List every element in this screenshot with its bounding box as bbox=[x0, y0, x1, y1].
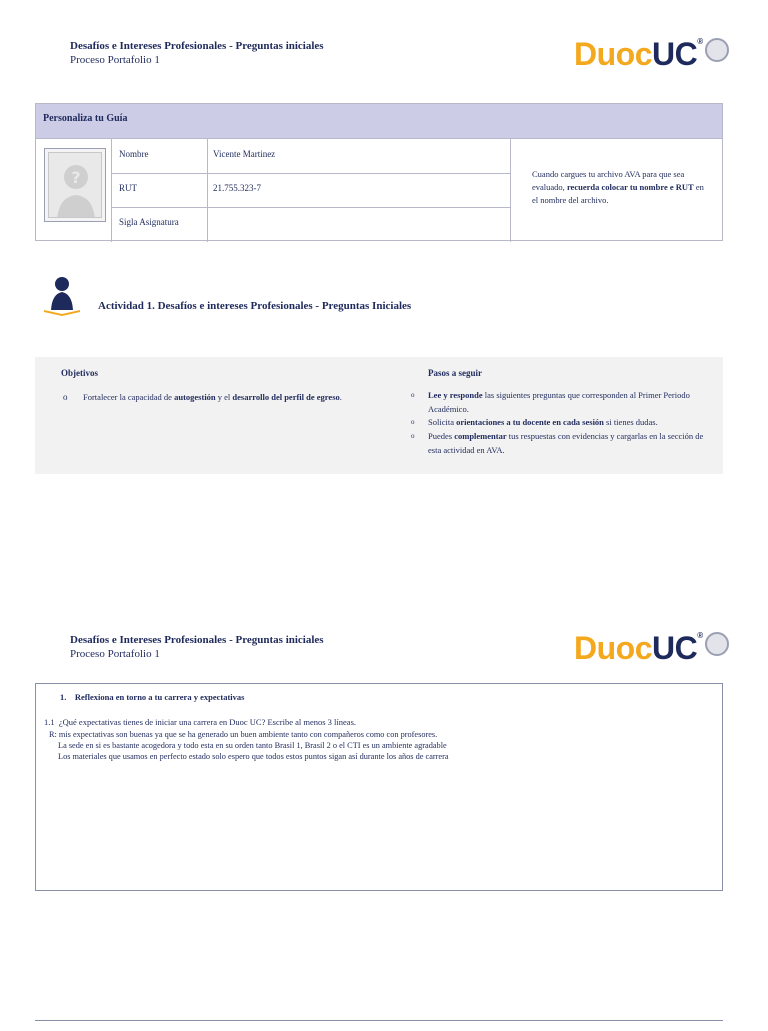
label-rut: RUT bbox=[119, 183, 137, 193]
doc-title-2: Desafíos e Intereses Profesionales - Preguntas iniciales bbox=[70, 634, 324, 646]
upload-note: Cuando cargues tu archivo AVA para que sea evaluado, recuerda colocar tu nombre e RUT en el nombre del archivo. bbox=[532, 169, 704, 205]
value-rut[interactable]: 21.755.323-7 bbox=[213, 183, 261, 193]
label-sigla: Sigla Asignatura bbox=[119, 217, 179, 227]
avatar-placeholder bbox=[44, 148, 106, 222]
logo-reg-2: ® bbox=[697, 631, 703, 640]
seal-icon bbox=[705, 632, 729, 656]
duoc-uc-logo bbox=[574, 38, 729, 70]
label-nombre: Nombre bbox=[119, 149, 149, 159]
answer-line: R: mis expectativas son buenas ya que se ha generado un buen ambiente tanto con compañeros como con profesores. bbox=[49, 730, 438, 739]
step-item-2: Solicita orientaciones a tu docente en cada sesión si tienes dudas. bbox=[428, 417, 658, 427]
logo-uc-2: UC bbox=[652, 630, 698, 666]
svg-text:?: ? bbox=[71, 168, 81, 187]
objective-item: Fortalecer la capacidad de autogestión y el desarrollo del perfil de egreso. bbox=[83, 392, 342, 402]
duoc-uc-logo-2 bbox=[574, 632, 729, 664]
next-box-edge bbox=[35, 1020, 723, 1031]
steps-heading: Pasos a seguir bbox=[428, 368, 482, 378]
step-item-1: Lee y responde las siguientes preguntas que corresponden al Primer Periodo Académico. bbox=[428, 390, 690, 414]
objectives-panel bbox=[35, 357, 723, 474]
answer-line: Los materiales que usamos en perfecto estado solo espero que todos estos puntos sigan así durante los años de carrera bbox=[58, 752, 449, 761]
bullet-icon: o bbox=[411, 432, 415, 440]
avatar-icon bbox=[48, 152, 102, 218]
bullet-icon: o bbox=[63, 392, 68, 402]
doc-title: Desafíos e Intereses Profesionales - Preguntas iniciales bbox=[70, 40, 324, 52]
bullet-icon: o bbox=[411, 391, 415, 399]
answer-line: La sede en si es bastante acogedora y todo esta en su orden tanto Brasil 1, Brasil 2 o el CTI es un ambiente agradable bbox=[58, 741, 447, 750]
reflection-box bbox=[35, 683, 723, 891]
logo-duoc: Duoc bbox=[574, 36, 652, 72]
logo-duoc-2: Duoc bbox=[574, 630, 652, 666]
answer-text[interactable] bbox=[49, 729, 449, 762]
objectives-heading: Objetivos bbox=[61, 368, 98, 378]
profile-heading: Personaliza tu Guía bbox=[43, 113, 128, 124]
profile-header bbox=[36, 104, 722, 139]
profile-table bbox=[35, 103, 723, 241]
section-heading: 1. Reflexiona en torno a tu carrera y expectativas bbox=[60, 692, 245, 702]
seal-icon bbox=[705, 38, 729, 62]
bullet-icon: o bbox=[411, 418, 415, 426]
logo-reg: ® bbox=[697, 37, 703, 46]
doc-subtitle: Proceso Portafolio 1 bbox=[70, 54, 160, 66]
activity-title: Actividad 1. Desafíos e intereses Profesionales - Preguntas Iniciales bbox=[98, 300, 412, 312]
doc-subtitle-2: Proceso Portafolio 1 bbox=[70, 648, 160, 660]
logo-uc: UC bbox=[652, 36, 698, 72]
step-item-3: Puedes complementar tus respuestas con evidencias y cargarlas en la sección de esta actividad en AVA. bbox=[428, 431, 704, 455]
value-nombre[interactable]: Vicente Martinez bbox=[213, 149, 276, 159]
question-1-1: 1.1 ¿Qué expectativas tienes de iniciar una carrera en Duoc UC? Escribe al menos 3 líneas. bbox=[44, 717, 357, 727]
student-reading-icon bbox=[42, 276, 82, 321]
